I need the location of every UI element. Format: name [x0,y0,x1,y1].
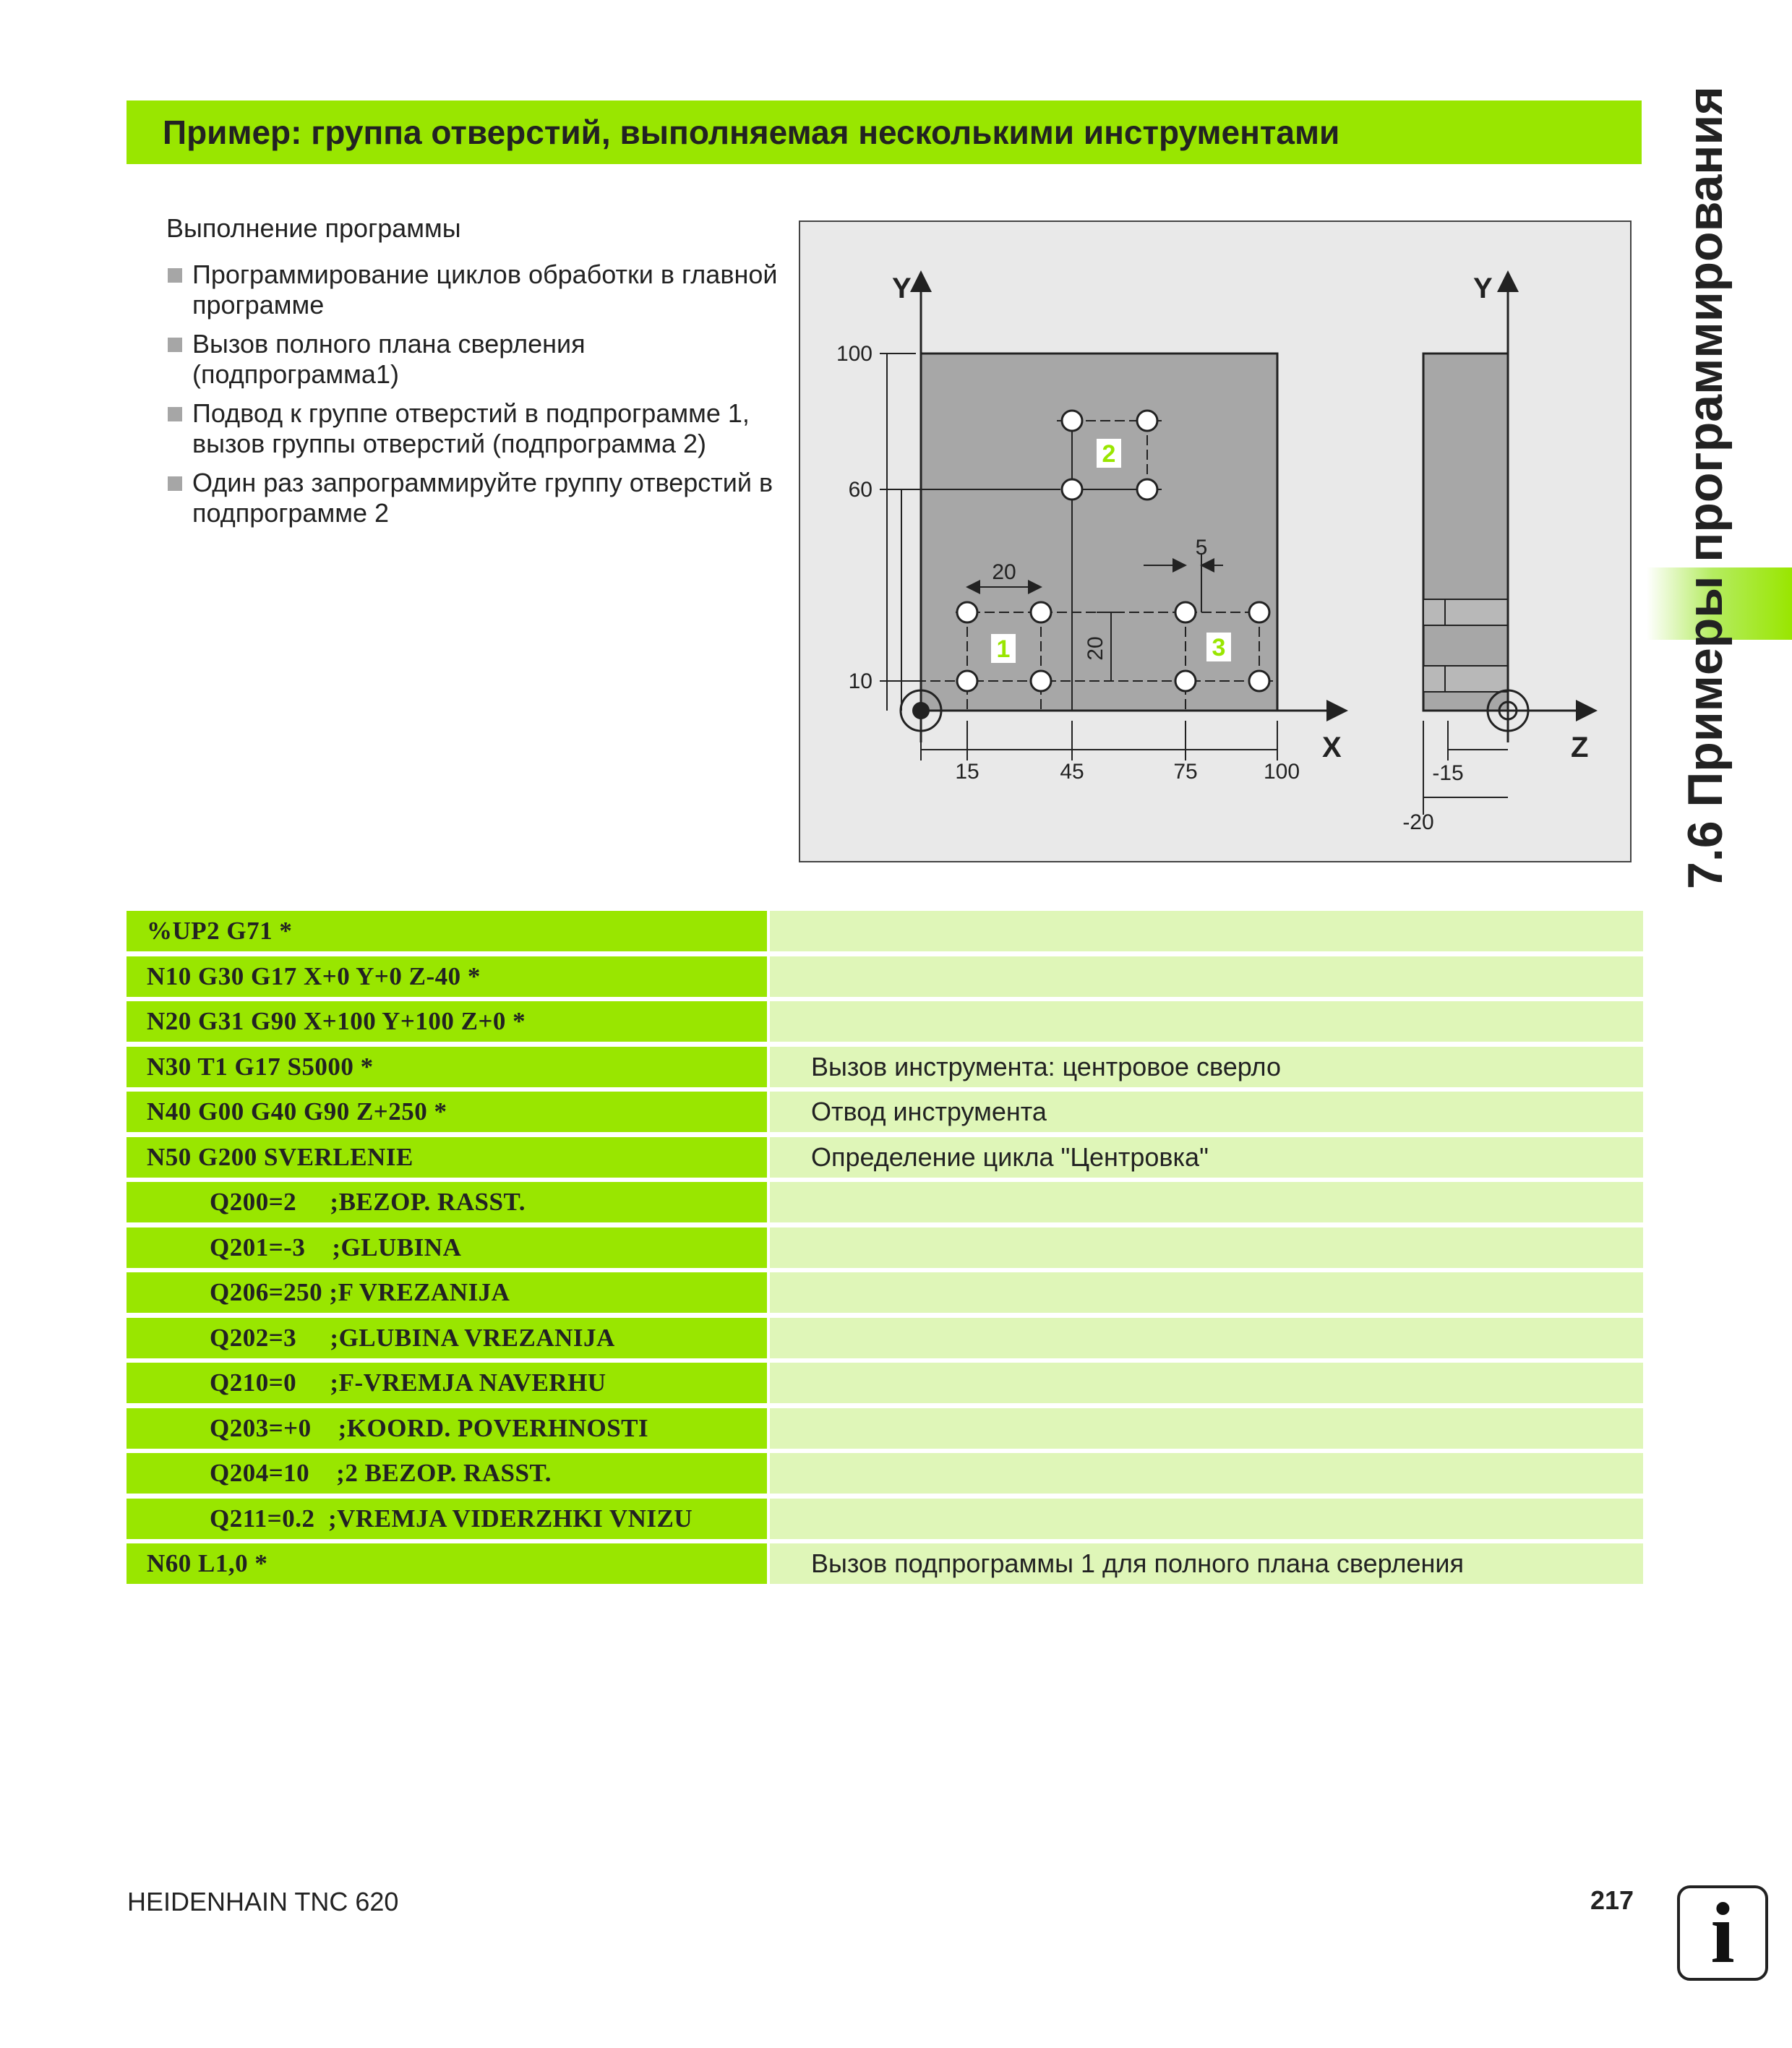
code-cell: Q200=2 ;BEZOP. RASST. [127,1182,767,1222]
program-row [127,1137,1643,1178]
program-row [127,911,1643,951]
axis-z-label: Z [1571,732,1589,763]
square-bullet-icon [168,476,182,491]
program-row [127,1272,1643,1313]
title-bar [127,100,1642,164]
group-label-3: 3 [1212,634,1226,661]
group-label-2: 2 [1102,440,1116,468]
program-row [127,1092,1643,1132]
comment-cell [770,1227,1643,1268]
z-tick-minus20: -20 [1402,810,1434,834]
program-row [127,1499,1643,1539]
program-row [127,956,1643,997]
square-bullet-icon [168,407,182,421]
page-title: Пример: группа отверстий, выполняемая несколькими инструментами [163,113,1340,151]
code-cell: %UP2 G71 * [127,911,767,951]
intro-item: Один раз запрограммируйте группу отверстий в подпрограмме 2 [166,468,781,528]
square-bullet-icon [168,338,182,352]
comment-cell [770,1408,1643,1449]
drawing-figure [799,220,1632,862]
x-tick-100: 100 [1263,760,1300,784]
code-cell: N20 G31 G90 X+100 Y+100 Z+0 * [127,1001,767,1042]
axis-y-label: Y [892,273,912,304]
x-tick-75: 75 [1173,760,1198,784]
intro-item: Вызов полного плана сверления (подпрограмма1) [166,329,781,390]
intro-lead: Выполнение программы [166,213,461,243]
code-cell: N10 G30 G17 X+0 Y+0 Z-40 * [127,956,767,997]
code-cell: N60 L1,0 * [127,1543,767,1584]
program-row [127,1227,1643,1268]
code-cell: Q202=3 ;GLUBINA VREZANIJA [127,1318,767,1358]
page-number: 217 [1590,1885,1634,1915]
dim-20-horizontal: 20 [992,560,1016,584]
comment-cell [770,1182,1643,1222]
section-title-vertical: 7.6 Примеры программирования [1678,86,1733,889]
intro-block [166,213,781,537]
dim-5: 5 [1195,536,1208,560]
axis-y2-label: Y [1473,273,1493,304]
code-cell: N30 T1 G17 S5000 * [127,1047,767,1087]
comment-cell [770,911,1643,951]
code-cell: Q203=+0 ;KOORD. POVERHNOSTI [127,1408,767,1449]
z-tick-minus15: -15 [1432,761,1464,785]
x-tick-15: 15 [955,760,979,784]
code-cell: Q204=10 ;2 BEZOP. RASST. [127,1453,767,1494]
x-tick-45: 45 [1060,760,1084,784]
comment-cell: Определение цикла "Центровка" [770,1137,1643,1178]
program-row [127,1543,1643,1584]
group-label-1: 1 [996,635,1011,663]
comment-cell [770,956,1643,997]
code-cell: N40 G00 G40 G90 Z+250 * [127,1092,767,1132]
comment-cell: Отвод инструмента [770,1092,1643,1132]
dim-20-vertical: 20 [1084,636,1107,661]
comment-cell [770,1363,1643,1403]
program-row [127,1408,1643,1449]
square-bullet-icon [168,268,182,283]
code-cell: Q206=250 ;F VREZANIJA [127,1272,767,1313]
workpiece-drawing [800,222,1630,861]
program-row [127,1363,1643,1403]
code-cell: N50 G200 SVERLENIE [127,1137,767,1178]
program-row [127,1182,1643,1222]
comment-cell [770,1453,1643,1494]
code-cell: Q211=0.2 ;VREMJA VIDERZHKI VNIZU [127,1499,767,1539]
intro-item: Программирование циклов обработки в главной программе [166,260,781,320]
program-row [127,1453,1643,1494]
code-cell: Q201=-3 ;GLUBINA [127,1227,767,1268]
y-tick-100: 100 [836,342,873,366]
comment-cell [770,1499,1643,1539]
intro-list [166,260,781,528]
y-tick-10: 10 [848,669,873,693]
comment-cell [770,1272,1643,1313]
program-listing [127,911,1643,1589]
footer-product: HEIDENHAIN TNC 620 [127,1887,399,1916]
program-row [127,1001,1643,1042]
comment-cell [770,1318,1643,1358]
code-cell: Q210=0 ;F-VREMJA NAVERHU [127,1363,767,1403]
axis-x-label: X [1322,732,1342,763]
program-row [127,1047,1643,1087]
comment-cell [770,1001,1643,1042]
intro-item: Подвод к группе отверстий в подпрограмме 1, вызов группы отверстий (подпрограмма 2) [166,398,781,459]
info-icon: i [1677,1885,1768,1981]
program-row [127,1318,1643,1358]
workpiece-side-view [1423,354,1508,711]
comment-cell: Вызов подпрограммы 1 для полного плана сверления [770,1543,1643,1584]
comment-cell: Вызов инструмента: центровое сверло [770,1047,1643,1087]
y-tick-60: 60 [848,478,873,502]
